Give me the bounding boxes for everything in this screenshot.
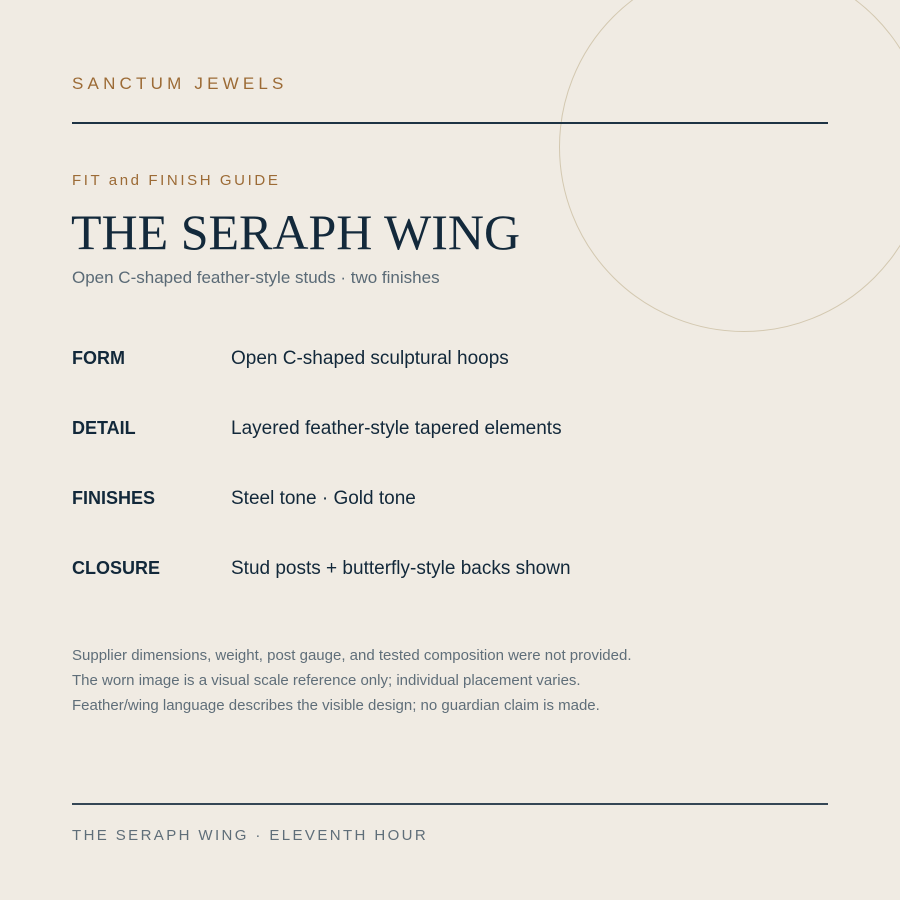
spec-label: DETAIL <box>72 418 136 438</box>
spec-label: FINISHES <box>72 488 156 508</box>
top-divider <box>72 122 828 124</box>
note-line: Supplier dimensions, weight, post gauge, and tested composition were not provided. <box>72 647 632 664</box>
spec-value: Layered feather-style tapered elements <box>231 418 562 439</box>
note-line: Feather/wing language describes the visible design; no guardian claim is made. <box>72 697 600 714</box>
page-subtitle: Open C-shaped feather-style studs · two finishes <box>72 268 440 287</box>
bottom-divider <box>72 803 828 805</box>
spec-row-finishes <box>72 488 828 512</box>
spec-value: Open C-shaped sculptural hoops <box>231 348 509 369</box>
footer-text: THE SERAPH WING · ELEVENTH HOUR <box>72 827 429 844</box>
spec-value: Steel tone · Gold tone <box>231 488 416 509</box>
spec-value: Stud posts + butterfly-style backs shown <box>231 558 571 579</box>
spec-row-form <box>72 348 828 372</box>
spec-label: CLOSURE <box>72 558 161 578</box>
spec-row-closure <box>72 558 828 582</box>
spec-label: FORM <box>72 348 125 368</box>
brand-name: SANCTUM JEWELS <box>72 74 288 93</box>
decorative-circle <box>559 0 900 332</box>
disclaimer-notes <box>72 646 632 721</box>
spec-row-detail <box>72 418 828 442</box>
page-title: THE SERAPH WING <box>71 204 521 260</box>
note-line: The worn image is a visual scale reference only; individual placement varies. <box>72 672 581 689</box>
guide-eyebrow: FIT and FINISH GUIDE <box>72 172 281 189</box>
